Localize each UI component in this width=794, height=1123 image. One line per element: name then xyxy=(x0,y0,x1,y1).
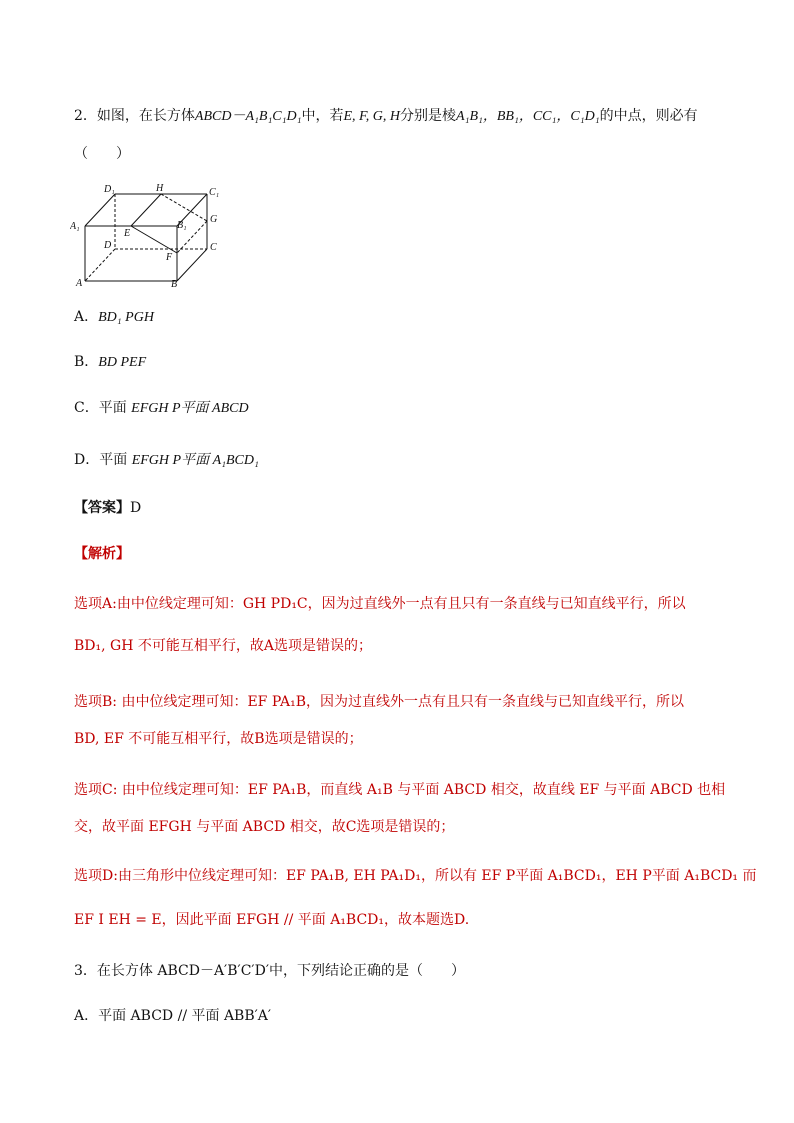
label-G: G xyxy=(210,214,218,225)
q2-paren: （ ） xyxy=(74,146,130,162)
option-a xyxy=(74,307,154,328)
analysis-a-line2: BD₁, GH 不可能互相平行，故A选项是错误的； xyxy=(74,638,372,654)
option-c-text: EFGH P平面 ABCD xyxy=(131,401,249,416)
q2-stem-body: ABCD－A₁B₁C₁D₁ xyxy=(194,109,302,124)
option-c xyxy=(74,398,249,419)
analysis-c-line2: 交，故平面 EFGH 与平面 ABCD 相交，故C选项是错误的； xyxy=(74,819,455,835)
option-b-prefix: B． xyxy=(74,354,99,370)
label-C: C xyxy=(210,242,217,253)
option-d xyxy=(74,450,259,471)
label-C1: C₁ xyxy=(209,187,220,198)
cuboid-figure xyxy=(70,180,230,290)
answer-label: 【答案】 xyxy=(74,500,130,516)
q2-stem-text-3: 分别是棱 xyxy=(400,108,457,124)
analysis-label: 【解析】 xyxy=(74,546,130,562)
answer xyxy=(74,498,141,518)
label-H: H xyxy=(156,183,164,194)
q3-stem: 3．在长方体 ABCD－A′B′C′D′中，下列结论正确的是（ ） xyxy=(74,963,466,979)
analysis-b-line2: BD, EF 不可能互相平行，故B选项是错误的； xyxy=(74,731,363,747)
q2-stem-text-1: 2．如图，在长方体 xyxy=(74,108,195,124)
analysis-a-line1: 选项A:由中位线定理可知：GH PD₁C，因为过直线外一点有且只有一条直线与已知直线平行，所以 xyxy=(74,596,686,612)
option-a-prefix: A． xyxy=(74,309,99,325)
option-d-prefix: D．平面 xyxy=(74,452,132,468)
analysis-c-line1: 选项C: 由中位线定理可知：EF PA₁B，而直线 A₁B 与平面 ABCD 相交，故直线 EF 与平面 ABCD 也相 xyxy=(74,782,726,798)
q2-stem-text-4: 的中点，则必有 xyxy=(599,108,698,124)
option-d-text: EFGH P平面 A₁BCD₁ xyxy=(131,453,259,468)
option-b-text: BD PEF xyxy=(98,355,147,370)
q2-stem-text-2: 中，若 xyxy=(301,108,344,124)
analysis-d-line2: EF I EH = E，因此平面 EFGH // 平面 A₁BCD₁，故本题选D. xyxy=(74,912,470,928)
q3-option-a: A．平面 ABCD // 平面 ABB′A′ xyxy=(74,1008,272,1024)
label-A1: A₁ xyxy=(70,221,80,232)
label-F: F xyxy=(166,252,173,263)
q2-stem xyxy=(74,106,698,127)
option-b xyxy=(74,352,146,373)
label-D1: D₁ xyxy=(104,184,115,195)
option-a-text: BD₁ PGH xyxy=(98,310,154,325)
option-c-prefix: C．平面 xyxy=(74,400,132,416)
label-B1: B₁ xyxy=(177,220,187,231)
label-E: E xyxy=(124,228,131,239)
answer-value: D xyxy=(130,500,142,516)
label-A: A xyxy=(76,278,83,289)
label-B: B xyxy=(171,279,178,290)
q2-stem-points: E, F, G, H xyxy=(343,109,401,124)
analysis-d-line1: 选项D:由三角形中位线定理可知：EF PA₁B, EH PA₁D₁，所以有 EF P平面 A₁BCD₁，EH P平面 A₁BCD₁ 而 xyxy=(74,868,757,884)
analysis-b-line1: 选项B: 由中位线定理可知：EF PA₁B，因为过直线外一点有且只有一条直线与已知直线平行，所以 xyxy=(74,694,684,710)
q2-stem-edges: A₁B₁，BB₁，CC₁，C₁D₁ xyxy=(456,109,600,124)
label-D: D xyxy=(104,240,112,251)
